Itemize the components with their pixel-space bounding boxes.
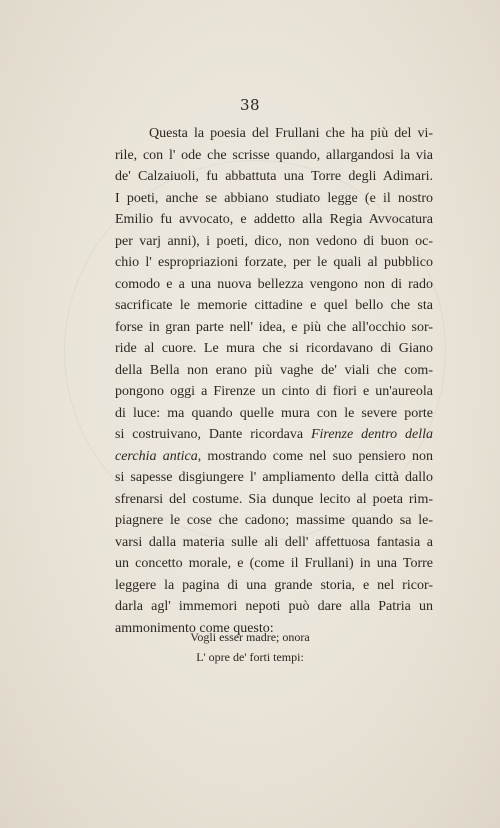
text-line-mixed (115, 446, 433, 468)
text-line: leggere la pagina di una grande storia, e nel ricor- (115, 577, 433, 593)
text-line: darla agl' immemori nepoti può dare alla Patria un (115, 599, 433, 614)
text-line: Emilio fu avvocato, e addetto alla Regia Avvocatura (115, 212, 433, 227)
text-line: forse in gran parte nell' idea, e più che all'occhio sor- (115, 319, 433, 335)
text-line: comodo e a una nuova bellezza vengono non di rado (115, 276, 433, 292)
text-line: pongono oggi a Firenze un cinto di fiori e un'aureola (115, 384, 433, 399)
text-line: sacrificate le memorie cittadine e quel bello che sta (115, 298, 433, 313)
text-line: I poeti, anche se abbiano studiato legge (e il nostro (115, 190, 433, 206)
italic-title: cerchia antica (115, 448, 198, 464)
text-segment: , mostrando come nel suo pensiero non (197, 448, 433, 464)
text-line: ride al cuore. Le mura che si ricordavano di Giano (115, 341, 433, 356)
text-line: Questa la poesia del Frullani che ha più del vi- (149, 126, 433, 141)
italic-title: Firenze dentro della (310, 427, 433, 442)
verse-line: L' opre de' forti tempi: (196, 650, 304, 664)
text-line: sfrenarsi del costume. Sia dunque lecito al poeta rim- (115, 491, 433, 507)
text-line: varsi dalla materia sulle ali dell' affettuosa fantasia a (115, 534, 433, 550)
text-line: della Bella non erano più vaghe de' viali che com- (115, 362, 433, 378)
verse-line: Vogli esser madre; onora (190, 630, 310, 644)
text-line: si sapesse disgiungere l' ampliamento della città dallo (115, 470, 433, 485)
text-line: di luce: ma quando quelle mura con le severe porte (115, 405, 433, 421)
body-paragraph (115, 123, 433, 639)
text-line: piagnere le cose che cadono; massime quando sa le- (115, 513, 433, 528)
text-line: de' Calzaiuoli, fu abbattuta una Torre degli Adimari. (115, 169, 433, 184)
text-line: chio l' espropriazioni forzate, per le quali al pubblico (115, 255, 433, 270)
page-number: 38 (239, 96, 261, 114)
text-line: rile, con l' ode che scrisse quando, allargandosi la via (115, 147, 433, 163)
text-line: un concetto morale, e (come il Frullani) in una Torre (115, 556, 433, 571)
text-line: ammonimento come questo: (115, 620, 274, 636)
text-line-mixed (115, 424, 433, 446)
text-line: per varj anni), i poeti, dico, non vedono di buon oc- (115, 233, 433, 249)
text-segment: si costruivano, Dante ricordava (115, 427, 304, 442)
